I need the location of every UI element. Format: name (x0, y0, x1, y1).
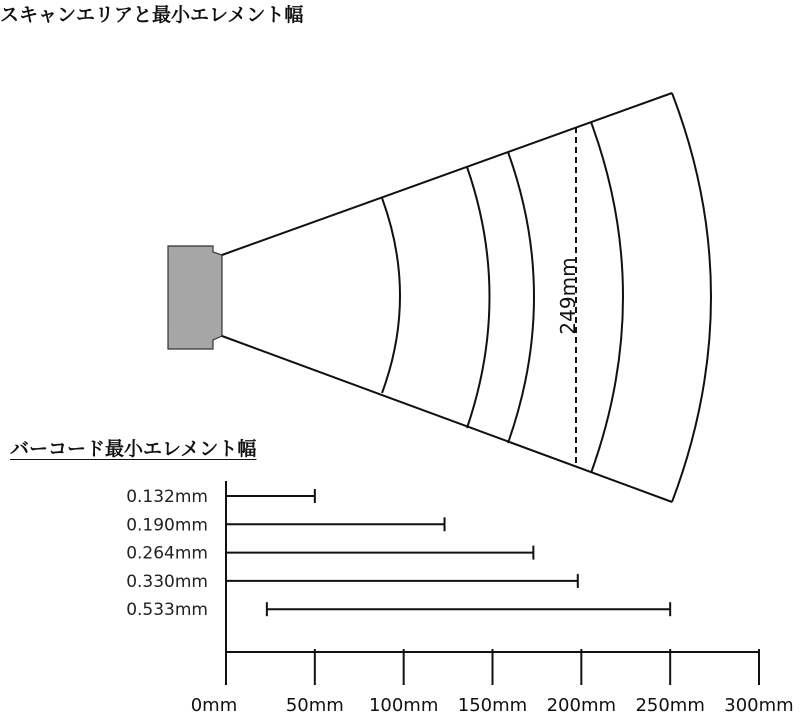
chart-bars (126, 487, 670, 620)
x-tick-label: 250mm (635, 695, 705, 715)
x-tick-label: 50mm (285, 695, 344, 715)
scan-arc-outer (672, 93, 711, 502)
scan-arc-3 (508, 152, 534, 443)
scan-arc-1 (382, 198, 400, 393)
page-title: スキャンエリアと最小エレメント幅 (0, 4, 304, 26)
chart-subtitle: バーコード最小エレメント幅 (10, 438, 257, 460)
scan-arc-4 (591, 122, 623, 473)
scan-arc-2 (467, 167, 490, 428)
scan-cone-top-edge (222, 93, 672, 255)
scan-cone-bottom-edge (222, 336, 672, 502)
range-bar-label: 0.190mm (126, 515, 208, 536)
scan-width-label: 249mm (556, 257, 580, 335)
x-tick-label: 100mm (368, 695, 439, 715)
scanner-head (168, 246, 222, 349)
x-tick-label: 0mm (190, 695, 238, 715)
x-tick-label: 150mm (457, 695, 528, 715)
x-tick-label: 300mm (724, 695, 794, 715)
range-bar-label: 0.533mm (126, 600, 208, 621)
range-bar-label: 0.264mm (126, 543, 208, 564)
chart-ticks (191, 649, 794, 715)
range-bar-label: 0.330mm (126, 571, 208, 592)
x-tick-label: 200mm (546, 695, 617, 715)
range-bar-label: 0.132mm (126, 487, 208, 507)
